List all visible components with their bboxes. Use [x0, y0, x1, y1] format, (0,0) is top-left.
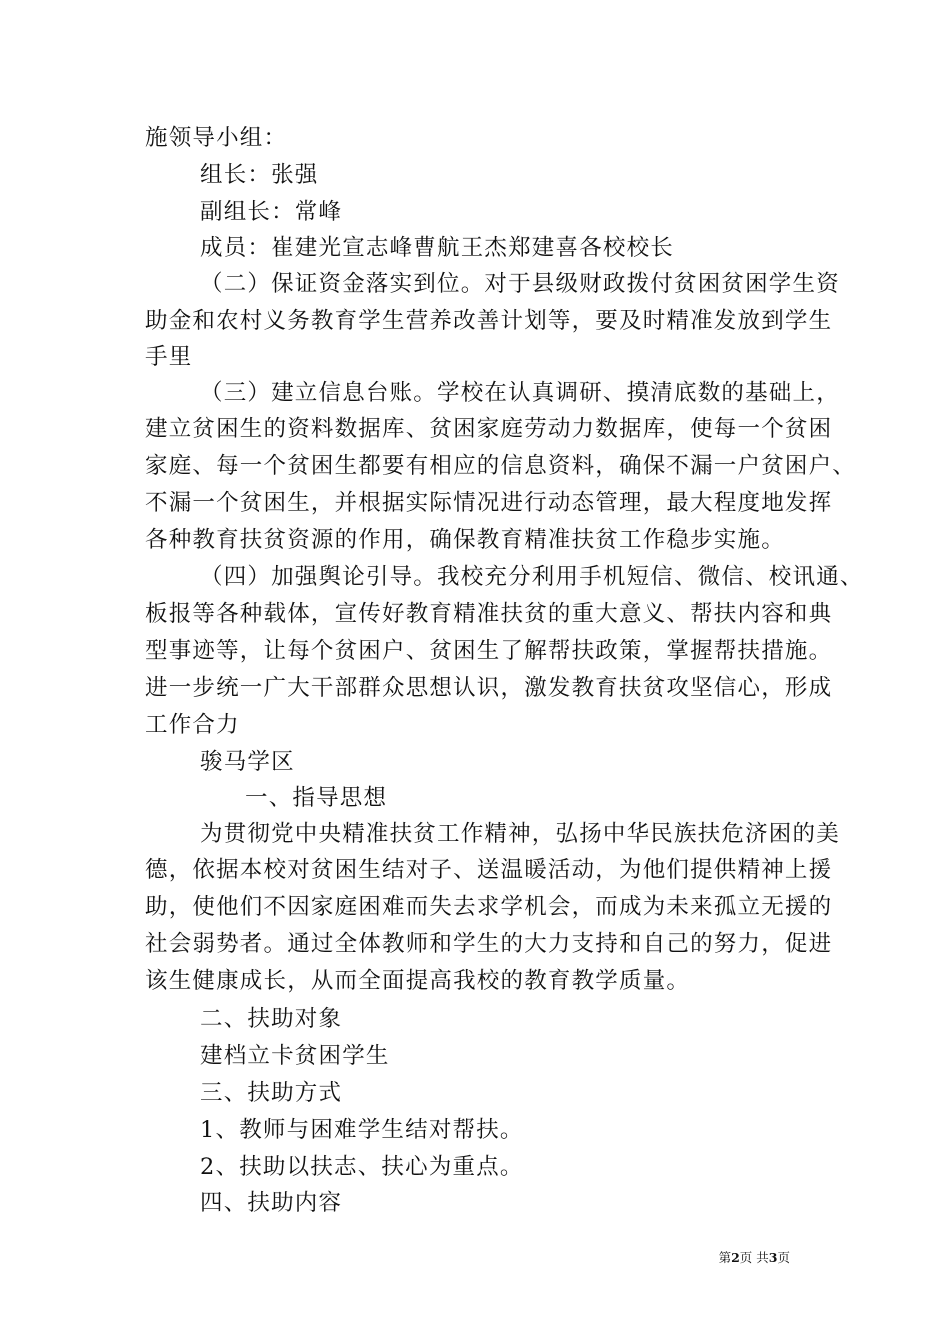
- text-line: 建档立卡贫困学生: [200, 1043, 390, 1069]
- text-line: 板报等各种载体，宣传好教育精准扶贫的重大意义、帮扶内容和典: [145, 601, 833, 627]
- text-line: （二）保证资金落实到位。对于县级财政拨付贫困贫困学生资: [200, 271, 840, 297]
- text-line: 进一步统一广大干部群众思想认识，激发教育扶贫攻坚信心，形成: [145, 675, 833, 701]
- text-line: 该生健康成长，从而全面提高我校的教育教学质量。: [145, 968, 691, 994]
- total-page-number: 3: [768, 1250, 778, 1265]
- text-line: 骏马学区: [200, 749, 295, 775]
- text-line: 2、扶助以扶志、扶心为重点。: [200, 1154, 524, 1180]
- section-heading: 二、扶助对象: [200, 1006, 343, 1032]
- text-line: 为贯彻党中央精准扶贫工作精神，弘扬中华民族扶危济困的美: [200, 821, 840, 847]
- text-line: 家庭、每一个贫困生都要有相应的信息资料，确保不漏一户贫困户、: [145, 453, 857, 479]
- text-line: 手里: [145, 344, 193, 370]
- text-line: 副组长：常峰: [200, 199, 343, 225]
- text-line: 社会弱势者。通过全体教师和学生的大力支持和自己的努力，促进: [145, 931, 833, 957]
- footer-suffix: 页: [777, 1250, 790, 1265]
- section-heading: 三、扶助方式: [200, 1080, 343, 1106]
- text-line: 助，使他们不因家庭困难而失去求学机会，而成为未来孤立无援的: [145, 894, 833, 920]
- text-line: 建立贫困生的资料数据库、贫困家庭劳动力数据库，使每一个贫困: [145, 416, 833, 442]
- text-line: 工作合力: [145, 712, 240, 738]
- page-number-footer: [719, 1250, 790, 1266]
- footer-middle: 页 共: [739, 1250, 769, 1265]
- footer-prefix: 第: [718, 1250, 732, 1265]
- text-line: （四）加强舆论引导。我校充分利用手机短信、微信、校讯通、: [200, 564, 864, 590]
- text-line: 不漏一个贫困生，并根据实际情况进行动态管理，最大程度地发挥: [145, 490, 833, 516]
- text-line: 各种教育扶贫资源的作用，确保教育精准扶贫工作稳步实施。: [145, 527, 785, 553]
- text-line: 德，依据本校对贫困生结对子、送温暖活动，为他们提供精神上援: [145, 857, 833, 883]
- text-line: （三）建立信息台账。学校在认真调研、摸清底数的基础上，: [200, 380, 840, 406]
- text-line: 成员：崔建光宣志峰曹航王杰郑建喜各校校长: [200, 235, 675, 261]
- text-line: 型事迹等，让每个贫困户、贫困生了解帮扶政策，掌握帮扶措施。: [145, 638, 833, 664]
- text-line: 1、教师与困难学生结对帮扶。: [200, 1117, 524, 1143]
- text-line: 施领导小组：: [145, 125, 288, 151]
- section-heading: 一、指导思想: [245, 785, 388, 811]
- section-heading: 四、扶助内容: [200, 1190, 343, 1216]
- text-line: 助金和农村义务教育学生营养改善计划等，要及时精准发放到学生: [145, 308, 833, 334]
- current-page-number: 2: [731, 1250, 740, 1265]
- text-line: 组长：张强: [200, 162, 319, 188]
